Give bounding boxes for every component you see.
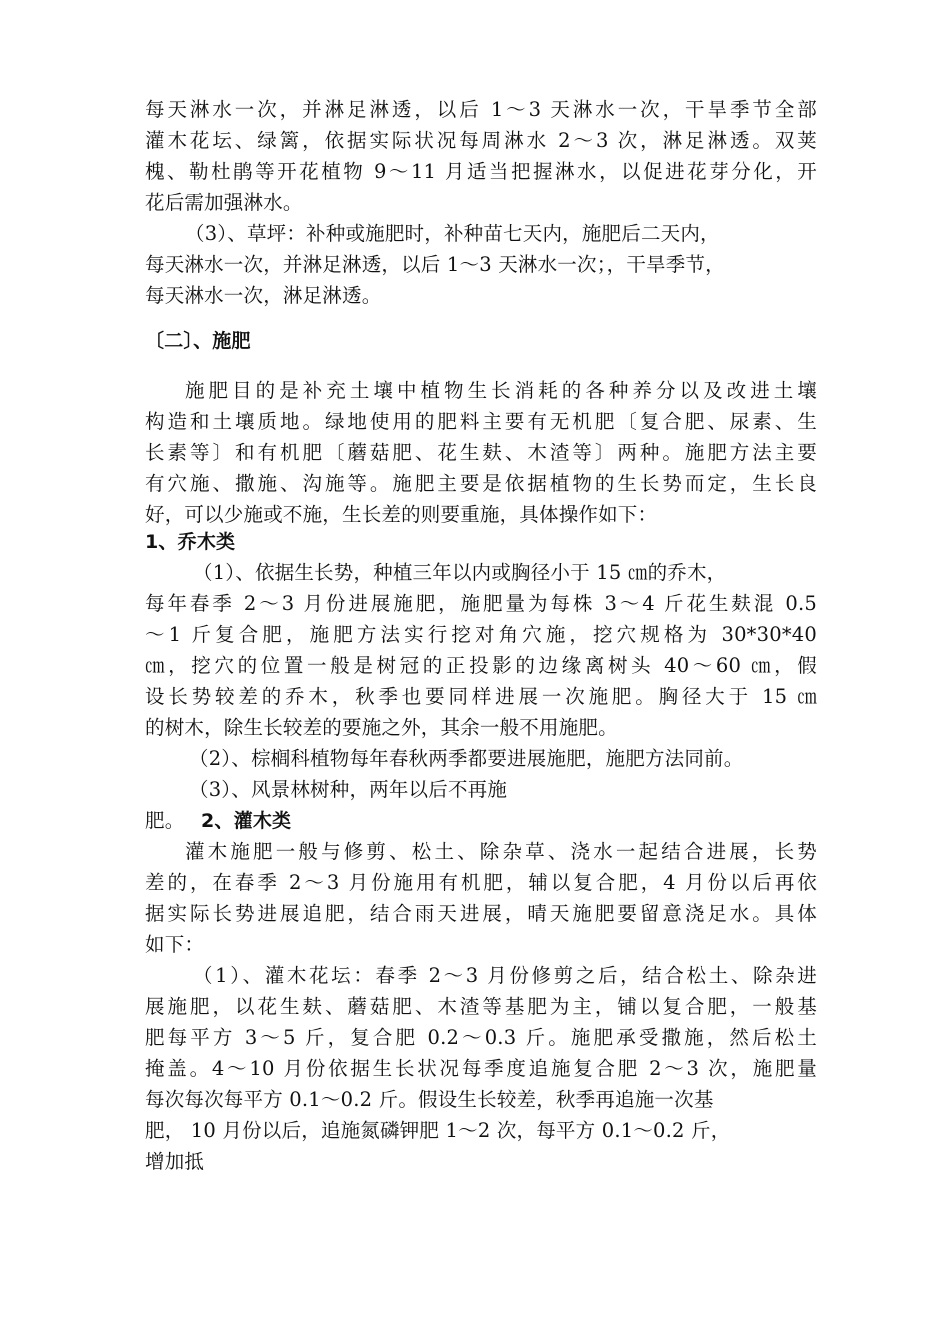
text-line: 肥。 [145, 809, 185, 832]
heading-shrubs: 2、灌木类 [201, 810, 292, 832]
text-line: 每次每次每平方 0.1～0.2 斤。假设生长较差，秋季再追施一次基 [145, 1088, 714, 1111]
text-line: 好，可以少施或不施，生长差的则要重施，具体操作如下： [145, 503, 658, 526]
text-line: 每天淋水一次，并淋足淋透，以后 1～3 天淋水一次；，干旱季节， [145, 253, 725, 276]
text-line: ㎝，挖穴的位置一般是树冠的正投影的边缘离树头 40～60 ㎝，假 [145, 654, 817, 677]
text-line: ～1 斤复合肥，施肥方法实行挖对角穴施，挖穴规格为 30*30*40 [145, 623, 817, 646]
text-line: 每年春季 2～3 月份进展施肥，施肥量为每株 3～4 斤花生麸混 0.5 [145, 592, 817, 615]
text-line: 肥每平方 3～5 斤，复合肥 0.2～0.3 斤。施肥承受撒施，然后松土 [145, 1026, 817, 1049]
text-line: 灌木花坛、绿篱，依据实际状况每周淋水 2～3 次，淋足淋透。双荚 [145, 129, 817, 152]
text-line: 据实际长势进展追肥，结合雨天进展，晴天施肥要留意浇足水。具体 [145, 902, 817, 925]
text-line: 增加抵 [145, 1150, 205, 1173]
text-line: 有穴施、撒施、沟施等。施肥主要是依据植物的生长势而定，生长良 [145, 472, 817, 495]
heading-trees: 1、乔木类 [145, 531, 236, 553]
text-line: 灌木施肥一般与修剪、松土、除杂草、浇水一起结合进展，长势 [185, 840, 817, 863]
text-line: 构造和土壤质地。绿地使用的肥料主要有无机肥〔复合肥、尿素、生 [145, 410, 817, 433]
text-line: 每天淋水一次，淋足淋透。 [145, 284, 382, 307]
text-line: 长素等〕和有机肥〔蘑菇肥、花生麸、木渣等〕两种。施肥方法主要 [145, 441, 817, 464]
text-line: （1）、灌木花坛：春季 2～3 月份修剪之后，结合松土、除杂进 [193, 964, 817, 987]
text-line: 设长势较差的乔木，秋季也要同样进展一次施肥。胸径大于 15 ㎝ [145, 685, 817, 708]
text-line: 肥， 10 月份以后，追施氮磷钾肥 1～2 次，每平方 0.1～0.2 斤， [145, 1119, 731, 1142]
text-line: 差的，在春季 2～3 月份施用有机肥，辅以复合肥，4 月份以后再依 [145, 871, 817, 894]
text-line: 展施肥，以花生麸、蘑菇肥、木渣等基肥为主，铺以复合肥，一般基 [145, 995, 817, 1018]
text-line: 掩盖。4～10 月份依据生长状况每季度追施复合肥 2～3 次，施肥量 [145, 1057, 817, 1080]
text-line: 花后需加强淋水。 [145, 191, 303, 214]
text-line: 槐、勒杜鹃等开花植物 9～11 月适当把握淋水，以促进花芽分化，开 [145, 160, 817, 183]
text-line: 施肥目的是补充土壤中植物生长消耗的各种养分以及改进土壤 [185, 379, 817, 402]
text-line: 如下： [145, 933, 205, 956]
text-line: 的树木，除生长较差的要施之外，其余一般不用施肥。 [145, 716, 618, 739]
section-heading-fertilizing: 〔二〕、施肥 [145, 330, 251, 352]
text-line: （1）、依据生长势，种植三年以内或胸径小于 15 ㎝的乔木， [193, 561, 727, 584]
text-line: 每天淋水一次，并淋足淋透，以后 1～3 天淋水一次，干旱季节全部 [145, 98, 817, 121]
text-line: （3）、草坪：补种或施肥时，补种苗七天内，施肥后二天内， [185, 222, 720, 245]
text-line: （3）、风景林树种，两年以后不再施 [189, 778, 508, 801]
text-line: （2）、棕榈科植物每年春秋两季都要进展施肥，施肥方法同前。 [189, 747, 744, 770]
